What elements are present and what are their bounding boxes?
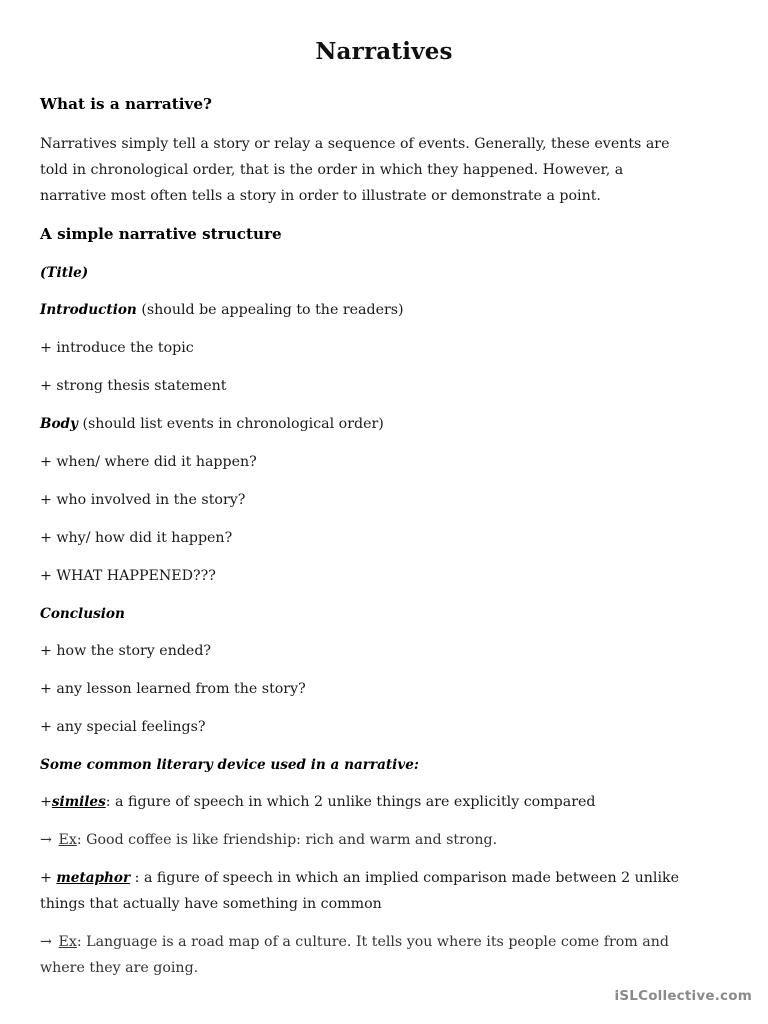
metaphor-definition: : a figure of speech in which an implied comparison made between 2 unlike xyxy=(130,870,679,886)
list-item: + when/ where did it happen? xyxy=(40,454,257,470)
metaphor-line xyxy=(40,869,730,887)
section-heading-what-is: What is a narrative? xyxy=(40,95,212,113)
list-item: + strong thesis statement xyxy=(40,378,227,394)
metaphor-prefix: + xyxy=(40,870,57,886)
conclusion-label: Conclusion xyxy=(40,606,125,622)
simile-prefix: + xyxy=(40,794,52,810)
page-title: Narratives xyxy=(315,38,453,65)
watermark: iSLCollective.com xyxy=(614,988,752,1004)
paragraph-line: narrative most often tells a story in order to illustrate or demonstrate a point. xyxy=(40,188,601,204)
metaphor-term: metaphor xyxy=(56,870,131,886)
body-line xyxy=(40,415,730,433)
body-note: (should list events in chronological order) xyxy=(77,416,384,432)
list-item: + any special feelings? xyxy=(40,719,206,735)
body-label: Body xyxy=(40,416,78,432)
metaphor-example-line xyxy=(40,933,730,951)
ex-label: Ex xyxy=(58,934,77,950)
arrow-right-icon: → xyxy=(40,832,52,848)
list-item: + WHAT HAPPENED??? xyxy=(40,568,216,584)
list-item: + how the story ended? xyxy=(40,643,212,659)
arrow-right-icon: → xyxy=(40,934,52,950)
list-item: + any lesson learned from the story? xyxy=(40,681,306,697)
metaphor-example: : Language is a road map of a culture. It tells you where its people come from and xyxy=(76,934,669,950)
title-label: (Title) xyxy=(40,265,89,281)
introduction-label: Introduction xyxy=(40,302,137,318)
metaphor-definition-cont: things that actually have something in common xyxy=(40,896,382,912)
introduction-note: (should be appealing to the readers) xyxy=(136,302,404,318)
ex-label: Ex xyxy=(58,832,77,848)
simile-definition: : a figure of speech in which 2 unlike things are explicitly compared xyxy=(105,794,596,810)
metaphor-example-cont: where they are going. xyxy=(40,960,199,976)
simile-term: similes xyxy=(51,794,106,810)
list-item: + introduce the topic xyxy=(40,340,194,356)
list-item: + why/ how did it happen? xyxy=(40,530,233,546)
paragraph-line: Narratives simply tell a story or relay a sequence of events. Generally, these events are xyxy=(40,136,670,152)
simile-line xyxy=(40,793,730,811)
paragraph-line: told in chronological order, that is the order in which they happened. However, a xyxy=(40,162,624,178)
section-heading-structure: A simple narrative structure xyxy=(40,225,282,243)
literary-devices-heading: Some common literary device used in a narrative: xyxy=(40,757,419,773)
list-item: + who involved in the story? xyxy=(40,492,246,508)
introduction-line xyxy=(40,301,730,319)
simile-example: : Good coffee is like friendship: rich and warm and strong. xyxy=(76,832,498,848)
simile-example-line xyxy=(40,831,730,849)
